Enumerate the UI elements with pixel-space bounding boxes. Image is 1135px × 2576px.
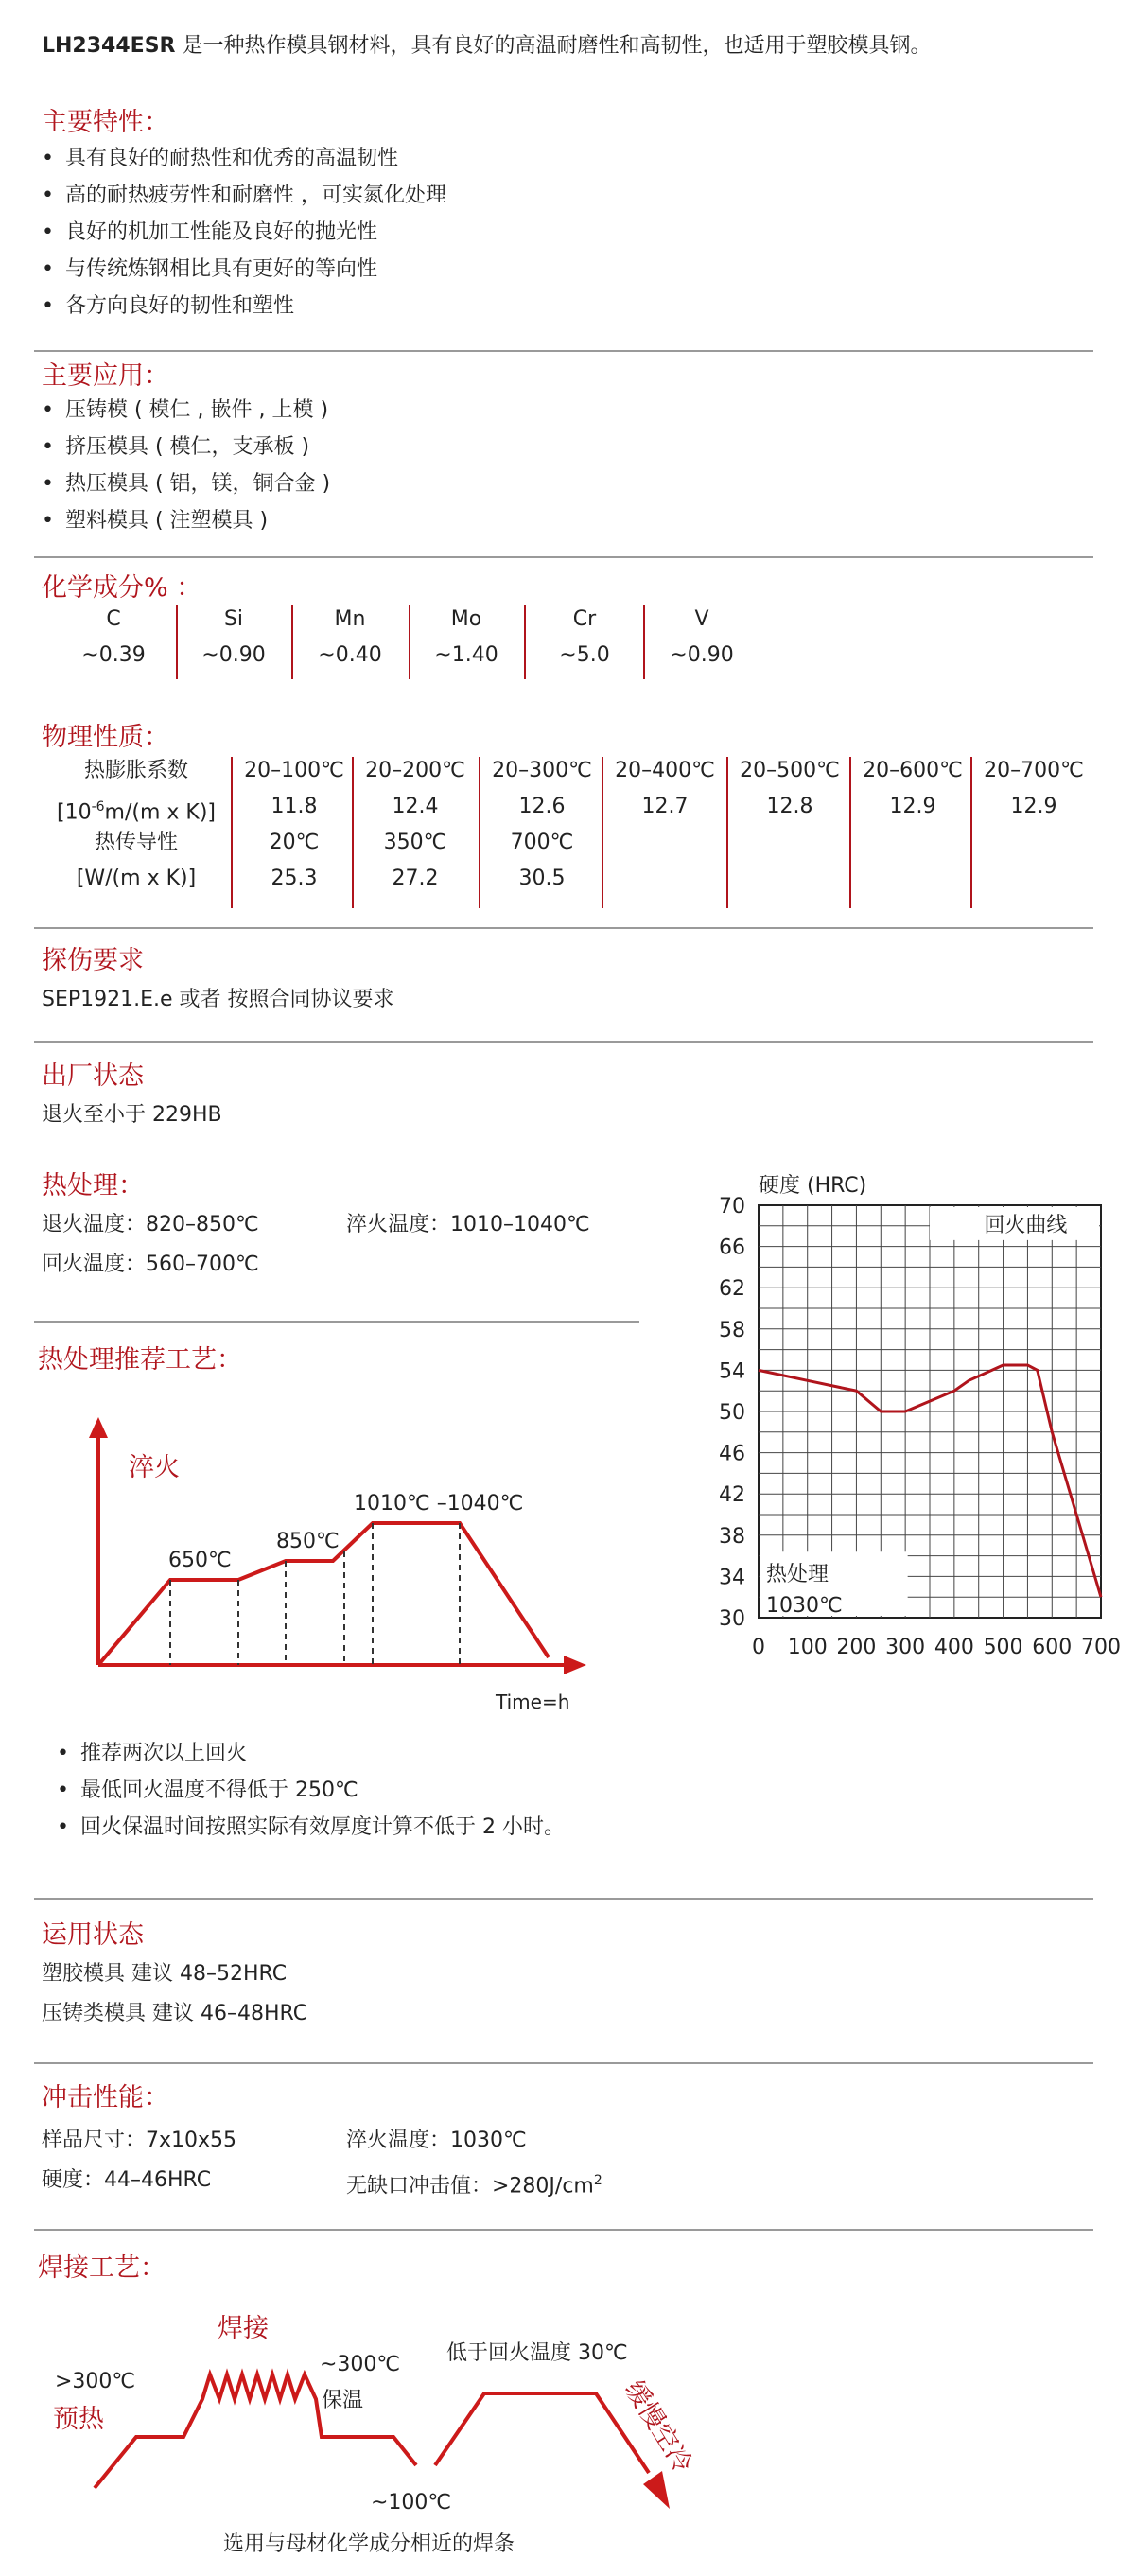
quench-label: 淬火 xyxy=(129,1453,180,1482)
y-tick-label: 30 xyxy=(719,1607,745,1631)
usage-line: 压铸类模具 建议 46–48HRC xyxy=(42,2002,308,2025)
element-label: Cr xyxy=(572,607,597,631)
x-axis-arrow xyxy=(564,1656,586,1674)
list-item: • 塑料模具 ( 注塑模具 ) xyxy=(42,502,330,539)
features-title: 主要特性： xyxy=(42,108,169,137)
usage-title: 运用状态 xyxy=(42,1920,144,1950)
cool-curve xyxy=(435,2393,649,2473)
expansion-value: 12.6 xyxy=(518,795,566,818)
expansion-value: 12.4 xyxy=(392,795,439,818)
impact-title: 冲击性能： xyxy=(42,2083,169,2112)
quench-temp: 淬火温度：1010–1040℃ xyxy=(346,1213,590,1236)
conductivity-value: 30.5 xyxy=(518,867,566,890)
y-tick-label: 70 xyxy=(719,1195,745,1218)
element-value: ~0.39 xyxy=(81,643,146,667)
welding-title: 焊接工艺： xyxy=(38,2253,166,2283)
list-item: • 压铸模 ( 模仁 , 嵌件 , 上模 ) xyxy=(42,392,330,429)
divider xyxy=(34,927,1093,929)
x-tick-label: 700 xyxy=(1081,1636,1121,1659)
row-label: [W/(m x K)] xyxy=(76,867,197,890)
anneal-temp: 退火温度：820–850℃ xyxy=(42,1213,259,1236)
inspection-title: 探伤要求 xyxy=(42,946,144,975)
preheat-temp: >300℃ xyxy=(55,2370,136,2393)
element-label: C xyxy=(106,607,121,631)
list-item: • 推荐两次以上回火 xyxy=(57,1735,565,1772)
impact-quench-temp: 淬火温度：1030℃ xyxy=(346,2129,527,2152)
y-axis-arrow xyxy=(89,1417,108,1438)
element-label: V xyxy=(694,607,709,631)
divider xyxy=(34,1321,639,1323)
list-item: • 高的耐热疲劳性和耐磨性 ，可实氮化处理 xyxy=(42,177,446,214)
preheat-label: 预热 xyxy=(53,2405,104,2434)
column-divider xyxy=(602,757,603,908)
element-value: ~5.0 xyxy=(559,643,610,667)
temperature-range: 20–200℃ xyxy=(365,759,465,782)
row-label: [$10^{-6}m/(m$ x K)] xyxy=(56,799,216,825)
list-item: • 热压模具 ( 铝，镁，铜合金 ) xyxy=(42,465,330,502)
column-divider xyxy=(479,757,480,908)
cool-arrow xyxy=(643,2471,670,2509)
hardness: 硬度：44–46HRC xyxy=(42,2168,212,2192)
low-temp: ~100℃ xyxy=(371,2491,452,2515)
usage-line: 塑胶模具 建议 48–52HRC xyxy=(42,1962,288,1986)
y-tick-label: 46 xyxy=(719,1442,745,1466)
divider xyxy=(34,1041,1093,1043)
divider xyxy=(34,1898,1093,1900)
temperature-range: 20–700℃ xyxy=(984,759,1084,782)
tempering-curve-chart xyxy=(690,1156,1121,1676)
impact-value: 无缺口冲击值：$>280J/cm^2$ xyxy=(346,2173,602,2199)
divider xyxy=(34,2229,1093,2231)
element-value: ~1.40 xyxy=(434,643,498,667)
row-label: 热膨胀系数 xyxy=(83,759,188,782)
delivery-title: 出厂状态 xyxy=(42,1061,144,1091)
divider xyxy=(34,556,1093,558)
element-value: ~0.90 xyxy=(670,643,734,667)
weld-label: 焊接 xyxy=(218,2314,269,2343)
element-label: Mo xyxy=(450,607,482,631)
welding-rod-note: 选用与母材化学成分相近的焊条 xyxy=(223,2532,515,2556)
expansion-value: 11.8 xyxy=(271,795,318,818)
physical-title: 物理性质： xyxy=(42,723,169,752)
y-tick-label: 50 xyxy=(719,1401,745,1425)
y-tick-label: 58 xyxy=(719,1318,745,1342)
conductivity-value: 25.3 xyxy=(271,867,318,890)
below-temper-label: 低于回火温度 30℃ xyxy=(446,2341,628,2365)
expansion-value: 12.8 xyxy=(766,795,813,818)
expansion-value: 12.7 xyxy=(641,795,689,818)
temperature-range: 20–100℃ xyxy=(244,759,344,782)
column-divider xyxy=(352,757,354,908)
temperature-range: 20–400℃ xyxy=(615,759,715,782)
temperature-range: 20–500℃ xyxy=(740,759,840,782)
temp-1010-1040: 1010℃ –1040℃ xyxy=(354,1492,524,1516)
temp-850: 850℃ xyxy=(276,1530,340,1553)
temperature-range: 20–600℃ xyxy=(863,759,963,782)
y-tick-label: 66 xyxy=(719,1235,745,1260)
element-value: ~0.90 xyxy=(201,643,266,667)
expansion-value: 12.9 xyxy=(889,795,936,818)
conductivity-temp: 700℃ xyxy=(510,831,574,854)
x-tick-label: 400 xyxy=(934,1636,974,1659)
annotation-label: 1030℃ xyxy=(766,1594,843,1618)
x-tick-label: 0 xyxy=(752,1636,765,1659)
features-list xyxy=(42,140,446,324)
x-tick-label: 100 xyxy=(787,1636,828,1659)
row-label: 热传导性 xyxy=(94,831,178,854)
expansion-value: 12.9 xyxy=(1010,795,1057,818)
x-tick-label: 200 xyxy=(836,1636,877,1659)
conductivity-value: 27.2 xyxy=(392,867,439,890)
element-label: Si xyxy=(223,607,244,631)
list-item: • 具有良好的耐热性和优秀的高温韧性 xyxy=(42,140,446,177)
process-notes xyxy=(57,1735,565,1846)
intro xyxy=(42,32,931,61)
y-axis-label: 硬度 (HRC) xyxy=(759,1174,867,1198)
divider xyxy=(34,2062,1093,2064)
conductivity-temp: 20℃ xyxy=(269,831,320,854)
list-item: • 各方向良好的韧性和塑性 xyxy=(42,288,446,324)
welding-process-diagram xyxy=(38,2299,757,2564)
list-item: • 良好的机加工性能及良好的抛光性 xyxy=(42,214,446,251)
hold-label: 保温 xyxy=(322,2389,364,2412)
time-label: Time=h xyxy=(496,1691,570,1713)
temp-650: 650℃ xyxy=(168,1549,232,1572)
list-item: • 挤压模具 ( 模仁，支承板 ) xyxy=(42,429,330,465)
x-tick-label: 500 xyxy=(983,1636,1023,1659)
column-divider xyxy=(849,757,851,908)
applications-list xyxy=(42,392,330,539)
process-title: 热处理推荐工艺： xyxy=(38,1345,242,1375)
intro-text: 是一种热作模具钢材料，具有良好的高温耐磨性和高韧性，也适用于塑胶模具钢。 xyxy=(175,34,932,58)
x-tick-label: 600 xyxy=(1032,1636,1073,1659)
sample-size: 样品尺寸：7x10x55 xyxy=(42,2129,237,2152)
slow-cool-label: 缓慢空冷 xyxy=(619,2375,698,2479)
y-tick-label: 38 xyxy=(719,1524,745,1549)
delivery-text: 退火至小于 229HB xyxy=(42,1103,222,1127)
element-value: ~0.40 xyxy=(318,643,382,667)
applications-title: 主要应用： xyxy=(42,361,169,391)
y-tick-label: 62 xyxy=(719,1277,745,1302)
annotation-label: 热处理 xyxy=(766,1562,829,1586)
chart-title: 回火曲线 xyxy=(984,1214,1068,1237)
product-code: LH2344ESR xyxy=(42,34,176,58)
weld-curve xyxy=(95,2374,416,2488)
y-tick-label: 34 xyxy=(719,1566,745,1590)
column-divider xyxy=(231,757,233,908)
y-tick-label: 54 xyxy=(719,1359,745,1384)
conductivity-temp: 350℃ xyxy=(383,831,447,854)
composition-title: 化学成分% ： xyxy=(42,573,202,603)
column-divider xyxy=(970,757,972,908)
quench-process-diagram xyxy=(57,1410,605,1722)
divider xyxy=(34,350,1093,352)
heat-treatment-title: 热处理： xyxy=(42,1171,144,1200)
column-divider xyxy=(726,757,728,908)
list-item: • 与传统炼钢相比具有更好的等向性 xyxy=(42,251,446,288)
x-tick-label: 300 xyxy=(885,1636,926,1659)
inspection-text: SEP1921.E.e 或者 按照合同协议要求 xyxy=(42,988,394,1011)
list-item: • 最低回火温度不得低于 250℃ xyxy=(57,1772,565,1809)
temper-temp: 回火温度：560–700℃ xyxy=(42,1253,259,1276)
list-item: • 回火保温时间按照实际有效厚度计算不低于 2 小时。 xyxy=(57,1809,565,1846)
hold-temp: ~300℃ xyxy=(320,2353,401,2376)
y-tick-label: 42 xyxy=(719,1483,745,1508)
temperature-range: 20–300℃ xyxy=(492,759,592,782)
element-label: Mn xyxy=(334,607,366,631)
